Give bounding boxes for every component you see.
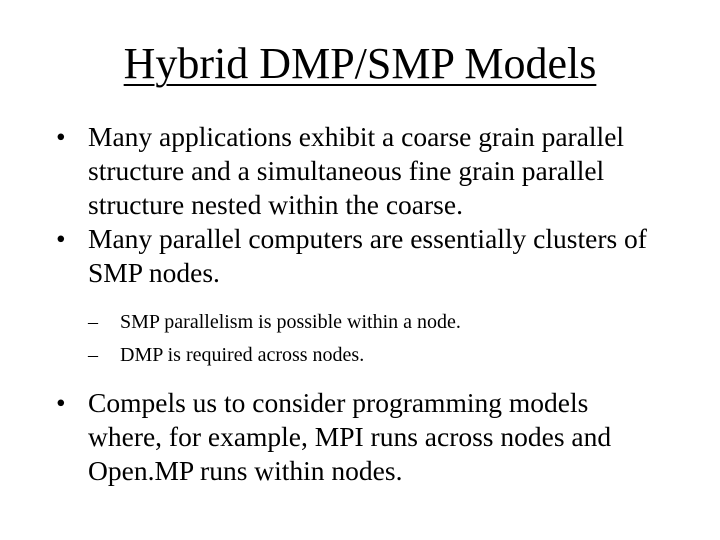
sub-bullet-list <box>88 306 676 372</box>
spacer <box>56 372 676 386</box>
bullet-line: SMP nodes. <box>88 257 220 288</box>
bullet-line: structure nested within the coarse. <box>88 189 463 220</box>
bullet-line: Many applications exhibit a coarse grain parallel <box>88 121 625 152</box>
bullet-line: Compels us to consider programming models <box>88 387 589 418</box>
bullet-marker: • <box>56 387 66 418</box>
bullet-line: Many parallel computers are essentially clusters of <box>88 223 647 254</box>
bullet-line: structure and a simultaneous fine grain parallel <box>88 155 605 186</box>
slide-title: Hybrid DMP/SMP Models <box>123 39 597 88</box>
bullet-item <box>56 386 676 488</box>
sub-bullet-marker: – <box>88 344 98 366</box>
sub-bullet-text: SMP parallelism is possible within a node. <box>120 311 461 333</box>
bullet-marker: • <box>56 121 66 152</box>
bullet-line: Open.MP runs within nodes. <box>88 455 403 486</box>
sub-bullet-marker: – <box>88 311 98 333</box>
sub-bullet-text: DMP is required across nodes. <box>120 344 365 366</box>
bullet-list <box>56 120 676 488</box>
bullet-line: where, for example, MPI runs across nodes and <box>88 421 612 452</box>
bullet-item <box>56 222 676 290</box>
bullet-item <box>56 120 676 222</box>
sub-bullet-item <box>88 339 676 372</box>
sub-bullet-item <box>88 306 676 339</box>
bullet-marker: • <box>56 223 66 254</box>
